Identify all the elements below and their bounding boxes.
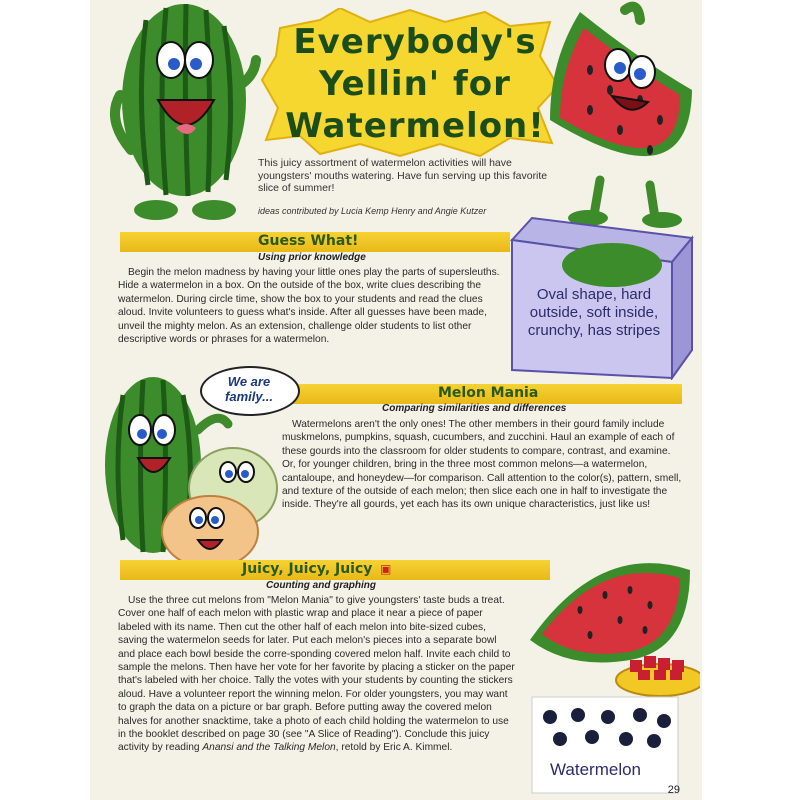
title-line-3: Watermelon! [285, 106, 545, 146]
credits: ideas contributed by Lucia Kemp Henry and Angie Kutzer [258, 206, 487, 216]
sticker-tally-card [530, 695, 680, 795]
box-clue-text: Oval shape, hard outside, soft inside, crunchy, has stripes [527, 286, 661, 339]
watermelon-label: Watermelon [550, 760, 642, 779]
watermelon-slice-character [530, 0, 702, 230]
section-title-melon-mania: Melon Mania [438, 385, 539, 401]
cut-watermelon-illustration [520, 550, 700, 700]
watermelon-character-top [96, 0, 266, 225]
section-title-guess-what: Guess What! [258, 233, 359, 249]
section-subtitle-guess-what: Using prior knowledge [258, 252, 366, 263]
speech-bubble-text: We are family... [225, 374, 273, 404]
computer-icon: ▣ [380, 562, 392, 576]
magazine-page [90, 0, 702, 800]
section-body-juicy: Use the three cut melons from "Melon Mania" to give youngsters' taste buds a treat. Cover one half of each melon with plastic wrap and place it near a piece of paper labeled with its name. Then cut the other half of each melon into bite-sized cubes, saving the watermelon seeds for later. Put each melon's pieces into a separate bowl and place each bowl beside the corre-sponding covered melon half. Invite each child to sample the melons. Then have her vote for her favorite by placing a sticker on the paper that's labeled with her choice. Tally the votes with your students by counting the stickers aloud. Have a volunteer report the winning melon. For older youngsters, you may want to graph the data on a picture or bar graph. Before putting away the covered melon halves for another snacktime, take a photo of each child holding the watermelon to use in the booklet described on page 30 (see "A Slice of Reading"). Conclude this juicy activity by reading Anansi and the Talking Melon, retold by Eric A. Kimmel. [118, 595, 515, 754]
title-line-2: Yellin' for [319, 64, 511, 104]
section-body-melon-mania: Watermelons aren't the only ones! The other members in their gourd family include muskmelons, pumpkins, squash, cucumbers, and zucchini. Haul an example of each of these gourds into the classroom for older students to compare, contrast, and examine. Or, for younger children, bring in the three most common melons—a watermelon, cantaloupe, and honeydew—for comparison. Call attention to the color(s), pattern, smell, and texture of the outside of each melon; then slice each one in half to investigate the inside. They're all gourds, yet each has its own unique characteristics, just like us! [282, 419, 682, 511]
section-title-juicy: Juicy, Juicy, Juicy [242, 561, 373, 577]
title-line-1: Everybody's [293, 22, 537, 62]
section-subtitle-melon-mania: Comparing similarities and differences [382, 403, 567, 414]
section-subtitle-juicy: Counting and graphing [266, 580, 376, 591]
page-number: 29 [667, 784, 680, 796]
intro-text: This juicy assortment of watermelon activities will have youngsters' mouths watering. Have fun serving up this favorite slice of summer! [258, 157, 548, 194]
section-body-guess-what: Begin the melon madness by having your little ones play the parts of supersleuths. Hide a watermelon in a box. On the outside of the box, write clues describing the watermelon. During circle time, show the box to your students and read the clues aloud. Invite volunteers to guess what's inside. After all guesses have been made, unveil the mighty melon. As an extension, challenge older students to list other descriptive words or phrases for a watermelon. [118, 267, 500, 346]
